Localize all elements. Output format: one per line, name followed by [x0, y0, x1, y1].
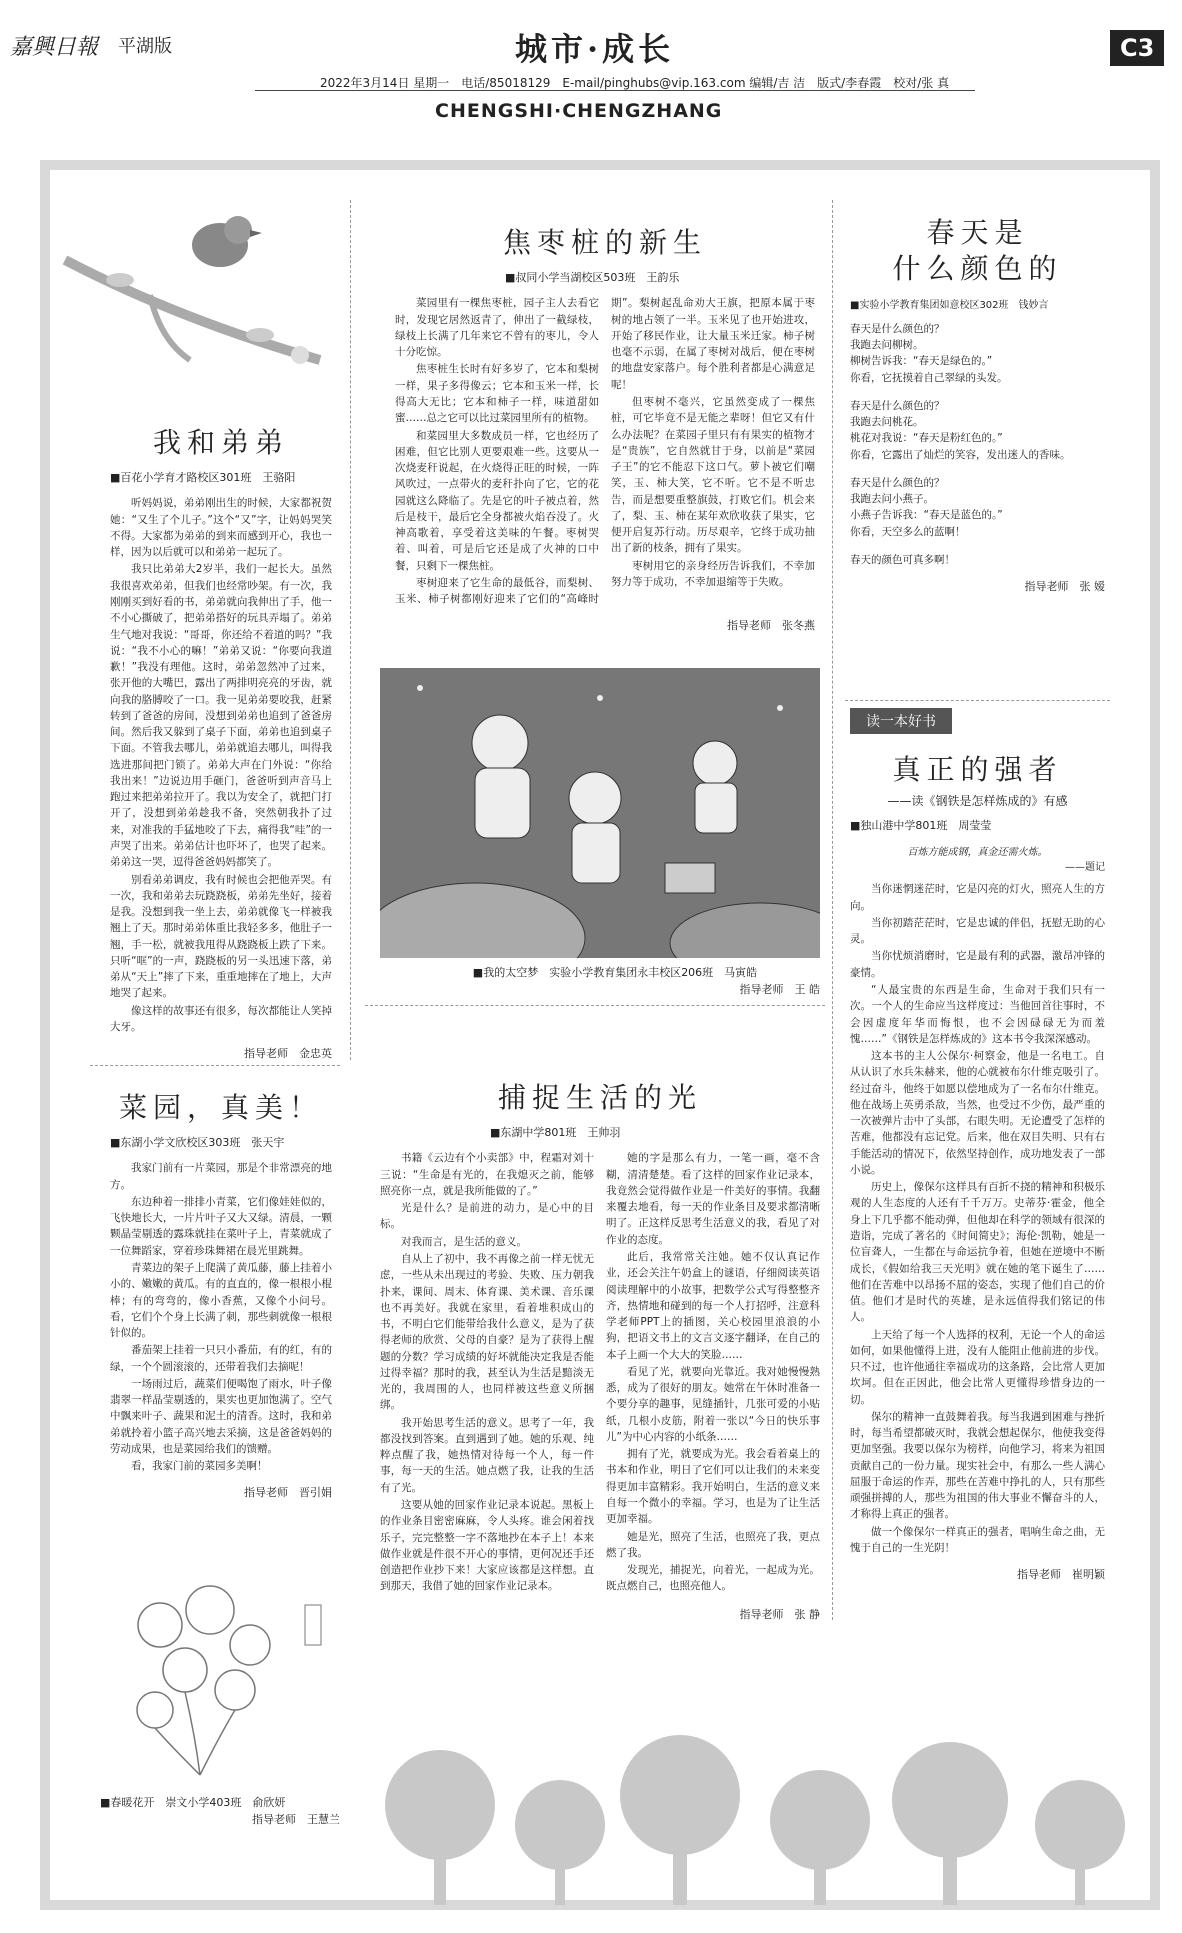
- column-divider: [832, 200, 833, 1620]
- article-byline: ■叔同小学当湖校区503班 王韵乐: [505, 271, 680, 285]
- paragraph: 东边种着一排排小青菜，它们像娃娃似的，飞快地长大，一片片叶子又大又绿。清晨，一颗颗晶莹剔透的露珠就挂在菜叶子上，青菜就成了一位舞蹈家，穿着珍珠舞裙在晨光里跳舞。: [110, 1195, 332, 1257]
- paragraph: 但枣树不毫兴，它虽然变成了一棵焦桩，可它毕竟不是无能之辈呀！但它又有什么办法呢？在菜园子里只有有果实的植物才是“贵族”，它自然就甘于身，以前是“菜园子王”的它不能忍下这口气。萝卜被它们嘲笑，玉、柿大笑，它不听。它不是不听忠告，而是想要重整旗鼓，打败它们。机会来了，梨、玉、柿在某年欢欣收获了果实，它便开启复苏行动。历尽艰辛，它终于成功抽出了新的枝条，拥有了果实。: [611, 395, 815, 555]
- poem-line: 我跑去问柳树。: [850, 339, 924, 352]
- article-title: 春天是 什么颜色的: [892, 216, 1063, 286]
- teacher-credit: 指导老师 金忠英: [244, 1047, 332, 1061]
- poem-line: 我跑去问桃花。: [850, 416, 924, 429]
- paragraph: 此后，我常常关注她。她不仅认真记作业，还会关注午奶盒上的谜语，仔细阅读英语阅读理解中的小故事，把数学公式写得整整齐齐，热情地和碰到的每一个人打招呼，注意科学老师PPT上的插图，关心校园里浪浪的小狗，把语文书上的文言文逐字翻译，在自己的本子上画一个大大的笑脸……: [606, 1250, 820, 1361]
- article-title: 我和弟弟: [152, 426, 289, 459]
- poem-line: 柳树告诉我：“春天是绿色的。”: [850, 355, 993, 368]
- teacher-credit: 指导老师 王慧兰: [252, 1812, 340, 1826]
- poem-line: 春天是什么颜色的？: [850, 476, 945, 489]
- paragraph: 像这样的故事还有很多，每次都能让人笑掉大牙。: [110, 1004, 332, 1033]
- masthead-rule: [255, 90, 975, 91]
- epigraph: 百炼方能成钢，真金还需火炼。: [907, 847, 1048, 859]
- flower-caption: [100, 1795, 340, 1828]
- paragraph: 看见了光，就要向光靠近。我对她慢慢熟悉，成为了很好的朋友。她常在午休时准备一个要分享的趣事，见缝插针，几张可爱的小贴纸，几根小皮筋，附着一张以“今日的快乐事儿”为中心内容的小纸条……: [606, 1365, 820, 1443]
- epigraph-sign: ——题记: [1065, 862, 1105, 874]
- paragraph: 拥有了光，就要成为光。我会看着桌上的书本和作业，明日了它们可以让我们的未来变得更加丰富精彩。我开始明白，生活的意义来自每一个微小的幸福。学习，也是为了让生活更加幸福。: [606, 1448, 820, 1526]
- article-byline: ■独山港中学801班 周莹莹: [850, 819, 992, 833]
- paragraph: 我只比弟弟大2岁半，我们一起长大。虽然我很喜欢弟弟，但我们也经常吵架。有一次，我刚刚买到好看的书，弟弟就向我伸出了手，他一不小心撕破了，把弟弟搭好的玩具弄塌了。弟弟生气地对我说：“哥哥，你还给不着道的吗？”我说：“我不小心的嘛！”弟弟又说：“你要向我道歉！”我没有理他。这时，弟弟忽然冲了过来，张开他的大嘴巴，露出了两排明亮亮的牙齿，就向我的胳膊咬了一口。我一见弟弟要咬我，赶紧转到了爸爸的房间，没想到弟弟也追到了爸爸房间。然后我又躲到了桌子下面，弟弟也追到桌子下面。不管我去哪儿，弟弟就追去哪儿，叫得我选进那间把门锁了。弟弟大声在门外说：“你给我出来！”边说边用手砸门，爸爸听到声音马上跑过来把弟弟拉开了。我以为安全了，就把门打开了，没想到弟弟趁我不备，突然朝我扑了过来，对准我的手猛地咬了下去，痛得我“哇”的一声哭了出来。弟弟估计也吓坏了，也哭了起来。弟弟这一哭，逗得爸爸妈妈都笑了。: [110, 563, 332, 869]
- paragraph: 书籍《云边有个小卖部》中，程霜对刘十三说：“生命是有光的，在我熄灭之前，能够照亮你一点，就是我所能做的了。”: [380, 1152, 594, 1197]
- paragraph: 别看弟弟调皮，我有时候也会把他弄哭。有一次，我和弟弟去玩跷跷板，弟弟先坐好，接着是我。没想到我一坐上去，弟弟就像飞一样被我翘上了天。那时弟弟体重比我轻多多，他肚子一翘，手一松，就被我甩得从跷跷板上跌了下来。只听“哐”的一声，跷跷板的另一头迅速下落，弟弟从“天上”摔了下来，重重地摔在了地上，大声地哭了起来。: [110, 873, 332, 1000]
- article-subtitle: ——读《钢铁是怎样炼成的》有感: [887, 794, 1068, 809]
- article-garden: [110, 1090, 332, 1500]
- paragraph: 发现光，捕捉光，向着光，一起成为光。既点燃自己，也照亮他人。: [606, 1564, 820, 1593]
- paragraph: 当你忧烦消磨时，它是最有利的武器，激昂冲锋的豪情。: [850, 950, 1105, 979]
- poem-stanza: [850, 321, 1105, 386]
- article-byline: ■百花小学育才路校区301班 王骆阳: [110, 471, 296, 485]
- article-title: 菜园，真美！: [118, 1091, 323, 1124]
- article-spring: [850, 215, 1105, 594]
- space-dream-painting: [380, 668, 820, 958]
- paragraph: 听妈妈说，弟弟刚出生的时候，大家都祝贺她：“又生了个儿子。”这个“又”字，让妈妈哭笑不得。大家都为弟弟的到来而感到开心，我也一样，因为以后就可以和弟弟一起玩了。: [110, 497, 332, 559]
- flower-sketch-drawing: [100, 1575, 340, 1785]
- article-strong: [850, 752, 1105, 1582]
- paragraph: 当你迷惘迷茫时，它是闪亮的灯火，照亮人生的方向。: [850, 883, 1105, 912]
- section-divider: [90, 1065, 340, 1066]
- poem-stanza: [850, 475, 1105, 540]
- paragraph: 当你初踏茫茫时，它是忠诚的伴侣，抚慰无助的心灵。: [850, 916, 1105, 946]
- paragraph: “人最宝贵的东西是生命，生命对于我们只有一次。一个人的生命应当这样度过：当他回首往事时，不会因虚度年华而悔恨，也不会因碌碌无为而羞愧……”《钢铁是怎样炼成的》这本书令我深深感动。: [850, 983, 1105, 1045]
- section-divider: [845, 700, 1110, 701]
- poem-line: 小燕子告诉我：“春天是蓝色的。”: [850, 509, 1003, 522]
- bird-branch-illustration: [60, 200, 330, 370]
- masthead-info: 2022年3月14日 星期一 电话/85018129 E-mail/pinghubs@vip.163.com 编辑/吉 洁 版式/李春霞 校对/张 真: [320, 76, 950, 90]
- paragraph: 这本书的主人公保尔·柯察金，他是一名电工。自从认识了水兵朱赫来，他的心就被布尔什维克吸引了。经过奋斗，他终于如愿以偿地成为了一名布尔什维克。他在战场上英勇杀敌，当然，也受过不少伤，最严重的一次被弹片击中了头部，右眼失明。无论遭受了怎样的苦难，他都没有忘记党。后来，他在双目失明、只有右手能活动的情况下，依然坚持创作，成功地发表了一部小说。: [850, 1050, 1105, 1176]
- paragraph: 青菜边的架子上爬满了黄瓜藤，藤上挂着小小的、嫩嫩的黄瓜。有的直直的，像一根根小棍棒；有的弯弯的，像小香蕉，又像个小问号。看，它们个个身上长满了刺，那些刺就像一根根针似的。: [110, 1261, 332, 1340]
- page-number-badge: C3: [1110, 30, 1164, 66]
- teacher-credit: 指导老师 张冬燕: [727, 619, 815, 633]
- paragraph: 焦枣桩生长时有好多岁了，它本和梨树一样，果子多得像云；它本和玉米一样，长得高大无比；它本和柿子一样，味道甜如蜜……总之它可以比过菜园里所有的植物。: [395, 363, 599, 425]
- poem-stanza: [850, 552, 1105, 568]
- paragraph: 光是什么？是前进的动力，是心中的目标。: [380, 1202, 594, 1231]
- paragraph: 我家门前有一片菜园，那是个非常漂亮的地方。: [110, 1162, 332, 1191]
- poem-line: 我跑去问小燕子。: [850, 493, 934, 506]
- painting-caption: [410, 965, 820, 998]
- poem-line: 你看，它露出了灿烂的笑容，发出迷人的香味。: [850, 448, 1071, 461]
- paragraph: 自从上了初中，我不再像之前一样无忧无虑，一些从未出现过的考验、失败、压力朝我扑来，课间、周末、体育课、美术课、音乐课也不再美好。我就在家里，看着堆积成山的书，不明白它们能带给我什么意义，是为了获得老师的欣赏、父母的自豪？是为了获得上醒题的分数？学习成绩的好坏就能决定我是否能过得幸福？那时的我，甚至认为生活是黯淡无光的，我周围的人，也同样被这些意义所捆绑。: [380, 1252, 594, 1412]
- paragraph: 这要从她的回家作业记录本说起。黑板上的作业条目密密麻麻，令人头疼。谁会闲着找乐子，完完整整一字不落地抄在本子上！本来做作业就是件很不开心的事情，更何况还手还创造把作业抄下来！大家应该都是这样想。直到那天，我借了她的回家作业记录本。: [380, 1498, 594, 1593]
- section-pinyin: CHENGSHI·CHENGZHANG: [435, 100, 723, 122]
- paragraph: 枣树迎来了它生命的最低谷，而梨树、玉米、柿子树都刚好迎来了它们的“高峰时期”。梨树起乱命劝大王旗，把原本属于枣树的地占领了一半。玉米见了也开始进攻，开始了移民作业，让大量玉米迁家。柿子树也毫不示弱，在属了枣树对战后，便在枣树的地盘安家落户。每个胜利者都是心满意足呢！: [395, 297, 815, 606]
- paragraph: 她的字是那么有力，一笔一画，毫不含糊，清清楚楚。看了这样的回家作业记录本，我竟然会觉得做作业是一件美好的事情。我翻来覆去地看，每一天的作业条目及要求都清晰明了。正这样反思考生活意义的我，看见了对作业的态度。: [606, 1152, 820, 1246]
- poem-line: 春天是什么颜色的？: [850, 399, 945, 412]
- article-title: 捕捉生活的光: [497, 1081, 702, 1114]
- paragraph: 做一个像保尔一样真正的强者，唱响生命之曲，无愧于自己的一生光阴！: [850, 1525, 1105, 1555]
- article-title: 焦枣桩的新生: [502, 226, 707, 259]
- artwork-caption: ■我的太空梦 实验小学教育集团永丰校区206班 马寅皓: [472, 966, 758, 979]
- newspaper-logo: 嘉興日報: [10, 35, 99, 60]
- paragraph: 上天给了每一个人选择的权利，无论一个人的命运如何，如果他懂得上进，没有人能阻止他前进的步伐。只不过，也许他通往幸福成功的这条路，会比常人更加坎坷。但在正因此，他会比常人更懂得珍惜身边的一切。: [850, 1328, 1105, 1406]
- article-light: [380, 1080, 820, 1622]
- paragraph: 我开始思考生活的意义。思考了一年，我都没找到答案。直到遇到了她。她的乐观、纯粹点醒了我，她热情对待每一个人，每一件事，每一天的生活。她点燃了我，让我的生活有了光。: [380, 1416, 594, 1494]
- poem-line: 你看，天空多么的蓝啊！: [850, 525, 966, 538]
- paragraph: 历史上，像保尔这样具有百折不挠的精神和积极乐观的人生态度的人还有千千万万。史蒂芬·霍金，他全身上下几乎都不能动弹，但他却在科学的领域有很深的造诣，完成了著名的《时间简史》；海伦·凯勒，她是一位盲聋人，一生都在与命运抗争着，但她在逆境中不断成长，《假如给我三天光明》就在她的笔下诞生了……他们在苦难中以昂扬不屈的姿态，实现了他们自己的价值。他们才是时代的英雄，是永远值得我们铭记的伟人。: [850, 1181, 1105, 1324]
- paragraph: 保尔的精神一直鼓舞着我。每当我遇到困难与挫折时，每当希望都破灭时，我就会想起保尔，他使我变得更加坚强。我要以保尔为榜样，向他学习，将来为祖国贡献自己的一份力量。现实社会中，有那么一些人满心屈服于命运的作弄，那些在苦难中挣扎的人，只有那些顽强拼搏的人，那些为祖国的伟大事业不懈奋斗的人，才称得上真正的强者。: [850, 1410, 1105, 1521]
- paragraph: 和菜园里大多数成员一样，它也经历了困难，但它比别人更要艰难一些。这要从一次烧麦秆说起，在火烧得正旺的时候，一阵风吹过，一点带火的麦秆扑向了它，它的花园就这么降临了。先是它的叶子被点着，然后是枝干，最后它全身都被火焰吞没了。火神高歌着，享受着这美味的午餐。枣树哭着、叫着，可是后它还是成了火神的口中餐，只剩下一棵焦桩。: [395, 429, 599, 572]
- tree-silhouettes-decoration: [380, 1725, 1150, 1905]
- paragraph: 看，我家门前的菜园多美啊！: [131, 1460, 268, 1473]
- poem-line: 春天是什么颜色的？: [850, 322, 945, 335]
- article-jujube: [395, 225, 815, 633]
- teacher-credit: 指导老师 张 静: [739, 1607, 820, 1621]
- poem-line: 桃花对我说：“春天是粉红色的。”: [850, 432, 1003, 445]
- teacher-credit: 指导老师 张 嫒: [1024, 580, 1105, 594]
- artwork-caption: ■春暖花开 崇文小学403班 俞欣妍: [100, 1796, 286, 1809]
- teacher-credit: 指导老师 晋引娟: [244, 1486, 332, 1500]
- poem-stanza: [850, 398, 1105, 463]
- section-title: 城市·成长: [515, 30, 675, 68]
- article-body: [395, 295, 815, 607]
- paragraph: 枣树用它的亲身经历告诉我们，不幸加努力等于成功，不幸加退缩等于失败。: [611, 559, 815, 588]
- edition-label: 平湖版: [118, 36, 172, 57]
- section-divider: [365, 1005, 825, 1006]
- teacher-credit: 指导老师 崔明颖: [1017, 1568, 1105, 1582]
- paragraph: 她是光，照亮了生活，也照亮了我，更点燃了我。: [606, 1530, 820, 1559]
- paragraph: 一场雨过后，蔬菜们便喝饱了雨水，叶子像翡翠一样晶莹剔透的，果实也更加饱满了。空气中飘来叶子、蔬果和泥土的清香。这时，我和弟弟就拎着小篮子高兴地去采摘，这是爸爸妈妈的劳动成果，也是菜园给我们的馈赠。: [110, 1377, 332, 1455]
- column-divider: [350, 200, 351, 1060]
- paragraph: 菜园里有一棵焦枣桩，园子主人去看它时，发现它居然返青了，伸出了一截绿枝，绿枝上长满了几年来它不曾有的枣儿，令人十分吃惊。: [395, 297, 599, 359]
- paragraph: 番茄架上挂着一只只小番茄，有的红，有的绿，一个个圆滚滚的，还带着我们去摘呢！: [110, 1344, 332, 1373]
- paragraph: 对我而言，是生活的意义。: [401, 1235, 527, 1248]
- article-byline: ■东湖小学文欣校区303班 张天宇: [110, 1136, 285, 1150]
- article-byline: ■东湖中学801班 王帅羽: [490, 1126, 621, 1140]
- article-byline: ■实验小学教育集团如意校区302班 钱妙言: [850, 299, 1049, 311]
- poem-line: 春天的颜色可真多啊！: [850, 553, 955, 566]
- poem-line: 你看，它抚摸着自己翠绿的头发。: [850, 371, 1008, 384]
- article-brother: [110, 425, 332, 1061]
- article-title: 真正的强者: [892, 753, 1063, 786]
- article-body: [380, 1150, 820, 1595]
- teacher-credit: 指导老师 王 皓: [739, 982, 820, 996]
- book-column-tag: 读一本好书: [850, 708, 952, 734]
